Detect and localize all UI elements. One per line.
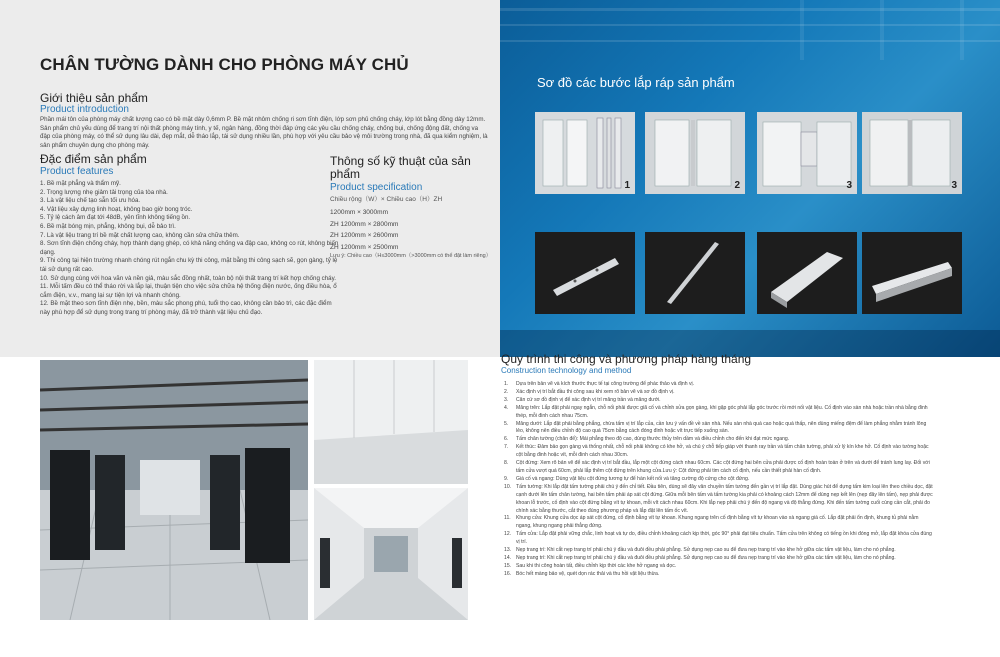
list-item-number: 14. [504, 554, 512, 561]
list-item-number: 2. [504, 388, 509, 395]
table-row: ZH 1200mm × 2500mm [330, 243, 399, 251]
assembly-step-2-image [645, 112, 745, 194]
white-wall-room-photo [314, 360, 468, 484]
list-item-text: Cột đứng: Xem rõ bản vẽ để xác định vị trí bắt đầu, lắp một cột đứng cách nhau 60cm. Các cột đứng hai bên cửa phải được cố định hoàn toàn ở trên và dưới để tránh lung lay. Đối với tấm cửa vượt quá 60cm, phải lắp thêm cột đứng trên khung cửa.Lưu ý: Cột đứng phải tim cách cố định, nếu cần thiết phải hàn cố định. [516, 460, 930, 474]
list-item [504, 397, 934, 405]
list-item [504, 515, 934, 531]
spec-heading-vn: Thông số kỹ thuật của sản phẩm [330, 154, 471, 181]
list-item: 3. Là vật liệu chế tạo sẵn tối ưu hóa. [40, 197, 141, 205]
server-room-photo [40, 360, 308, 620]
list-item: 11. Mỗi tấm đều có thể tháo rời và lắp lại, thuận tiện cho việc sửa chữa hệ thống điện nước, ống điều hòa, ổ cắm điện, v.v., mang lại sự tiện lợi và nhanh chóng. [40, 283, 337, 299]
list-item [504, 381, 934, 389]
spec-table [330, 207, 398, 253]
list-item-number: 3. [504, 396, 509, 403]
step-number: 3 [846, 180, 852, 191]
list-item-number: 7. [504, 444, 509, 451]
list-item [504, 405, 934, 421]
list-item-text: Xác định vị trí bắt đầu thi công sau khi xem rõ bản vẽ và sơ đồ định vị. [516, 388, 675, 395]
assembly-step-1-image [535, 112, 635, 194]
step-number: 2 [734, 180, 740, 191]
list-item: 5. Tỷ lệ cách âm đạt tới 48dB, yên tĩnh không tiếng ồn. [40, 214, 191, 222]
construction-heading-en: Construction technology and method [501, 366, 632, 375]
list-item [504, 476, 934, 484]
intro-heading-vn: Giới thiệu sản phẩm [40, 91, 148, 105]
list-item-text: Bóc hết màng bảo vệ, quét dọn rác thải và thu hồi vật liệu thừa. [516, 570, 660, 577]
list-item: 9. Thi công tại hiện trường nhanh chóng rút ngắn chu kỳ thi công, mặt bằng thi công sạch sẽ, gọn gàng, tỷ lệ tái sử dụng rất cao. [40, 257, 338, 273]
table-row: 1200mm × 3000mm [330, 209, 388, 216]
features-heading-en: Product features [40, 166, 114, 177]
list-item [504, 389, 934, 397]
list-item-number: 13. [504, 547, 512, 554]
angle-bracket-image [757, 232, 857, 314]
construction-list [504, 381, 934, 579]
list-item-text: Tấm cửa: Lắp đặt phải vững chắc, linh hoạt và tự do, điều chỉnh khoảng cách kịp thời, góc 90° phải đạt tiêu chuẩn. Tấm cửa trên không có tiếng ồn khi đóng mở, lắp đặt khóa cửa đúng vị trí. [516, 531, 932, 546]
spec-note: Lưu ý: Chiều cao（H≤3000mm（>3000mm có thể đặt làm riêng） [330, 253, 492, 259]
list-item-number: 10. [504, 483, 512, 490]
list-item [504, 444, 934, 460]
list-item-number: 15. [504, 562, 512, 569]
list-item-text: Măng dưới: Lắp đặt phải bằng phẳng, chừa tấm vị trí lắp của, cần lưu ý vấn đề về sàn nhà. Nếu sàn nhà quá cao hoặc quá thấp, nên dùng miếng đệm để làm phẳng nhằm tránh lõng lẻo, không nên điều chỉnh độ cao quá 75cm bằng cách đóng đinh hoặc vít trực tiếp xuống sàn. [516, 420, 927, 435]
list-item [504, 563, 934, 571]
list-item [504, 555, 934, 563]
list-item-number: 12. [504, 531, 512, 538]
list-item-number: 11. [504, 515, 511, 522]
table-row: ZH 1200mm × 2800mm [330, 220, 399, 228]
trim-strip-image [645, 232, 745, 314]
connector-part-image [535, 232, 635, 314]
list-item-number: 9. [504, 475, 509, 482]
list-item-text: Giá cố và ngang: Dùng vật liệu cột đứng tương tự để hàn kết nối và tăng cường độ cứng cho cột đứng. [516, 475, 750, 482]
list-item-text: Nẹp trang trí: Khi cắt nẹp trang trí phải chú ý đầu và đuôi đều phải phẳng. Sử dụng nẹp cao su để đưa nẹp trang trí vào khe hở giữa các tấm vật liệu, làm cho nó phẳng. [516, 547, 896, 554]
list-item: 1. Bề mặt phẳng và thẩm mỹ. [40, 180, 121, 187]
list-item: 2. Trọng lượng nhẹ giảm tải trọng của tòa nhà. [40, 188, 168, 196]
assembly-title: Sơ đồ các bước lắp ráp sản phẩm [537, 75, 735, 90]
list-item-text: Kết thúc: Đảm bảo gọn gàng và thống nhất, chỗ nối phải không có khe hở, và chú ý chỗ tiếp giáp với thanh ray trần và tấm chân tường, phải xử lý kín khe hở. Cố định vào tường hoặc cột bằng đinh hoặc vít, mỗi đinh cách nhau 30cm. [516, 444, 929, 459]
list-item [504, 484, 934, 516]
list-item-text: Tấm chân tường (chân đế): Mái phẳng theo độ cao, dùng thước thủy trên dầm và điều chỉnh cho đến khi đạt mức ngang. [516, 436, 790, 443]
page-title: CHÂN TƯỜNG DÀNH CHO PHÒNG MÁY CHỦ [40, 55, 409, 74]
list-item-text: Tấm tường: Khi lắp đặt tấm tường phải chú ý đến chỉ tiết. Đầu tiên, dùng sẽ đây vân chuyền tấm tường đến gần vị trí lắp đặt. Dùng giác hút để dựng tấm kim loại lên theo chiều dọc, đặt cạnh dưới lên tấm chân tường, hai bên tấm phải áp sát cột đứng. Giữa mỗi bên tấm và tấm tường kia phải có khoảng cách 12mm để dùng nẹp kết lên (nẹp đây lên tấm), nẹp phải được khoan lỗ trước, cố định vào cột đứng bằng vít tự khoan, mỗi vít cách nhau 60cm. Khi lắp nẹp phải chú ý đến độ ngang và độ thẳng đứng. Khi đến tấm tường cuối cùng cần cắt, phải đo chính xác bằng thước, cắt theo đúng phương pháp và lắp đặt lên tấm ốc vít. [516, 483, 933, 514]
list-item-text: Măng trên: Lắp đặt phải ngay ngắn, chỗ nối phải được giã cố và chỉnh sửa gọn gàng, khi gặp góc phải lắp góc trước rồi mới nối vật liệu. Cố định vào sàn nhà hoặc trần nhà bằng đinh thép, mỗi đinh cách nhau 75cm. [516, 404, 928, 419]
intro-heading-en: Product introduction [40, 104, 129, 115]
list-item [504, 571, 934, 579]
list-item-text: Khung cửa: Khung cửa dọc áp sát cột đứng, cố định bằng vít tự khoan. Khung ngang trên cố định bằng vít tự khoan vào xà ngang giá cố. Lắp đặt phải ổn định, khung tủ phải nằm ngang, khung ngang phải thẳng đứng. [516, 515, 919, 530]
step-number: 3 [951, 180, 957, 191]
base-profile-image [862, 232, 962, 314]
spec-heading-en: Product specification [330, 182, 423, 193]
list-item: 6. Bề mặt bóng mịn, phẳng, không bụi, dễ bảo trì. [40, 222, 176, 230]
list-item: 12. Bề mặt theo sơn tĩnh điện nhẹ, bền, màu sắc phong phú, tuổi thọ cao, không cần bảo trì, các đặc điểm này phù hợp để sử dụng trong trang trí phòng máy, đã trở thành vật liệu chủ đạo. [40, 300, 332, 316]
intro-text: Phần mái tôn của phòng máy chất lượng cao có bề mặt dày 0,6mm P. Bề mặt nhôm chống ri sơn tĩnh điện, lớp sơn phủ chống cháy, lớp lót bằng đồng dày 12mm. Sản phẩm chủ yếu dùng để trang trí nội thất phòng máy tính, y tế, ngân hàng, đồng thời đáp ứng các yêu cầu chống cháy, chống bụi, chống động đất, chống va đập của phòng máy, có thể sử dụng lâu dài, đẹp mắt, dễ tháo lắp, tái sử dụng nhiều lần, phù hợp với yêu cầu bảo vệ môi trường trong nhà, đã qua kiểm nghiệm, là sản phẩm chuyên dụng cho phòng máy. [40, 116, 488, 149]
list-item-text: Căn cứ sơ đồ định vị để xác định vị trí măng trần và măng dưới. [516, 396, 661, 403]
corridor-photo [314, 488, 468, 620]
list-item: 10. Sử dụng cùng với hoa văn và nền giả, màu sắc đồng nhất, toàn bộ nội thất trang trí kết hợp chống cháy. [40, 274, 336, 282]
list-item [504, 421, 934, 437]
list-item [504, 531, 934, 547]
list-item-number: 16. [504, 570, 512, 577]
list-item: 8. Sơn tĩnh điện chống cháy, hợp thành dạng ghép, có khả năng chống va đập cao, không co rút, không biến dạng. [40, 240, 339, 256]
assembly-step-4-image [862, 112, 962, 194]
list-item-text: Sau khi thi công hoàn tất, điều chỉnh kịp thời các khe hở ngang và dọc. [516, 562, 677, 569]
list-item-text: Nẹp trang trí: Khi cắt nẹp trang trí phải chú ý đầu và đuôi đều phải phẳng. Sử dụng nẹp cao su để đưa nẹp trang trí vào khe hở giữa các tấm vật liệu, làm cho nó phẳng. [516, 554, 896, 561]
step-number: 1 [624, 180, 630, 191]
construction-heading-vn: Quy trình thi công và phương pháp hàng tháng [501, 352, 752, 366]
list-item-number: 5. [504, 420, 509, 427]
list-item [504, 547, 934, 555]
list-item-text: Dựa trên bản vẽ và kích thước thực tế tại công trường để phác thảo và định vị. [516, 381, 695, 387]
list-item: 7. Là vật liệu trang trí bề mặt chất lượng cao, không cần sửa chữa thêm. [40, 231, 240, 239]
list-item: 4. Vật liệu xây dựng linh hoạt, không bao giờ bong tróc. [40, 205, 193, 213]
table-row: ZH 1200mm × 2600mm [330, 232, 399, 239]
features-heading-vn: Đặc điểm sản phẩm [40, 152, 147, 166]
list-item [504, 460, 934, 476]
list-item-number: 4. [504, 404, 509, 411]
list-item-number: 6. [504, 436, 509, 443]
list-item-number: 1. [504, 381, 509, 387]
spec-column-header: Chiều rộng（W）× Chiều cao（H）ZH [330, 196, 443, 203]
assembly-step-3-image [757, 112, 857, 194]
list-item-number: 8. [504, 460, 509, 467]
features-list [40, 180, 340, 318]
